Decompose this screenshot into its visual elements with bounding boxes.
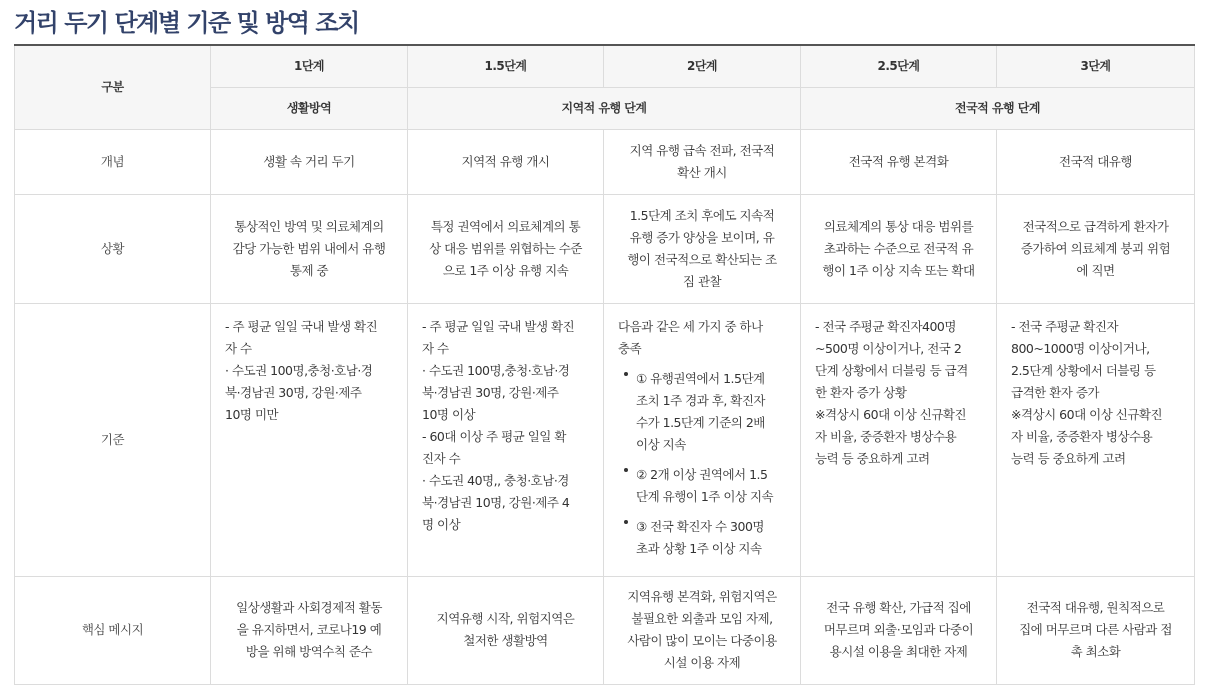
- header-group-regional: 지역적 유행 단계: [408, 87, 801, 129]
- cell-situation-2-5: 의료체계의 통상 대응 범위를 초과하는 수준으로 전국적 유 행이 1주 이상 지속 또는 확대: [801, 194, 997, 303]
- row-concept: [15, 129, 1195, 194]
- cell-criteria-3: - 전국 주평균 확진자 800~1000명 이상이거나, 2.5단계 상황에서 더블링 등 급격한 환자 증가 ※격상시 60대 이상 신규확진 자 비율, 중증환자 병상수용 능력 등 중요하게 고려: [997, 303, 1195, 576]
- header-level-2-5: 2.5단계: [801, 45, 997, 87]
- row-situation: [15, 194, 1195, 303]
- header-category: 구분: [15, 45, 211, 129]
- cell-concept-3: 전국적 대유행: [997, 129, 1195, 194]
- row-label-situation: 상황: [15, 194, 211, 303]
- cell-message-2-5: 전국 유행 확산, 가급적 집에 머무르며 외출·모임과 다중이 용시설 이용을 최대한 자제: [801, 576, 997, 684]
- cell-criteria-1-5: - 주 평균 일일 국내 발생 확진 자 수 · 수도권 100명,충청·호남·경 북·경남권 30명, 강원·제주 10명 이상 - 60대 이상 주 평균 일일 확 진자 수 · 수도권 40명,, 충청·호남·경 북·경남권 10명, 강원·제주 4 명 이상: [408, 303, 604, 576]
- cell-criteria-1: - 주 평균 일일 국내 발생 확진 자 수 · 수도권 100명,충청·호남·경 북·경남권 30명, 강원·제주 10명 미만: [211, 303, 408, 576]
- bullet-icon: [624, 468, 628, 472]
- cell-message-1: 일상생활과 사회경제적 활동 을 유지하면서, 코로나19 예 방을 위해 방역수칙 준수: [211, 576, 408, 684]
- header-level-1: 1단계: [211, 45, 408, 87]
- criteria-2-item-1: ① 유행권역에서 1.5단계 조치 1주 경과 후, 확진자 수가 1.5단계 기준의 2배 이상 지속: [618, 368, 786, 456]
- cell-concept-2-5: 전국적 유행 본격화: [801, 129, 997, 194]
- header-group-life: 생활방역: [211, 87, 408, 129]
- header-level-2: 2단계: [604, 45, 801, 87]
- header-group-national: 전국적 유행 단계: [801, 87, 1195, 129]
- bullet-icon: [624, 372, 628, 376]
- row-criteria: [15, 303, 1195, 576]
- cell-message-3: 전국적 대유행, 원칙적으로 집에 머무르며 다른 사람과 접 촉 최소화: [997, 576, 1195, 684]
- cell-message-1-5: 지역유행 시작, 위험지역은 철저한 생활방역: [408, 576, 604, 684]
- cell-situation-3: 전국적으로 급격하게 환자가 증가하여 의료체계 붕괴 위험 에 직면: [997, 194, 1195, 303]
- cell-concept-1-5: 지역적 유행 개시: [408, 129, 604, 194]
- cell-situation-1-5: 특정 권역에서 의료체계의 통 상 대응 범위를 위협하는 수준 으로 1주 이상 유행 지속: [408, 194, 604, 303]
- page-title: 거리 두기 단계별 기준 및 방역 조치: [14, 9, 359, 37]
- row-label-concept: 개념: [15, 129, 211, 194]
- criteria-2-item-2: ② 2개 이상 권역에서 1.5 단계 유행이 1주 이상 지속: [618, 464, 786, 508]
- header-level-1-5: 1.5단계: [408, 45, 604, 87]
- row-key-message: [15, 576, 1195, 684]
- bullet-icon: [624, 520, 628, 524]
- cell-criteria-2: 다음과 같은 세 가지 중 하나 충족 ① 유행권역에서 1.5단계 조치 1주 경과 후, 확진자 수가 1.5단계 기준의 2배 이상 지속 ② 2개 이상 권역에서 1.5 단계 유행이 1주 이상 지속 ③ 전국 확진자 수 300명 초과 상황 1주 이상 지속: [604, 303, 801, 576]
- cell-message-2: 지역유행 본격화, 위험지역은 불필요한 외출과 모임 자제, 사람이 많이 모이는 다중이용 시설 이용 자제: [604, 576, 801, 684]
- cell-concept-2: 지역 유행 급속 전파, 전국적 확산 개시: [604, 129, 801, 194]
- row-label-criteria: 기준: [15, 303, 211, 576]
- row-label-key-message: 핵심 메시지: [15, 576, 211, 684]
- header-level-3: 3단계: [997, 45, 1195, 87]
- cell-criteria-2-5: - 전국 주평균 확진자400명 ~500명 이상이거나, 전국 2 단계 상황에서 더블링 등 급격 한 환자 증가 상황 ※격상시 60대 이상 신규확진 자 비율, 중증환자 병상수용 능력 등 중요하게 고려: [801, 303, 997, 576]
- header-row-levels: [15, 45, 1195, 87]
- criteria-2-item-3: ③ 전국 확진자 수 300명 초과 상황 1주 이상 지속: [618, 516, 786, 560]
- cell-concept-1: 생활 속 거리 두기: [211, 129, 408, 194]
- cell-situation-2: 1.5단계 조치 후에도 지속적 유행 증가 양상을 보이며, 유 행이 전국적으로 확산되는 조 짐 관찰: [604, 194, 801, 303]
- distancing-levels-table: [14, 44, 1195, 685]
- cell-situation-1: 통상적인 방역 및 의료체계의 감당 가능한 범위 내에서 유행 통제 중: [211, 194, 408, 303]
